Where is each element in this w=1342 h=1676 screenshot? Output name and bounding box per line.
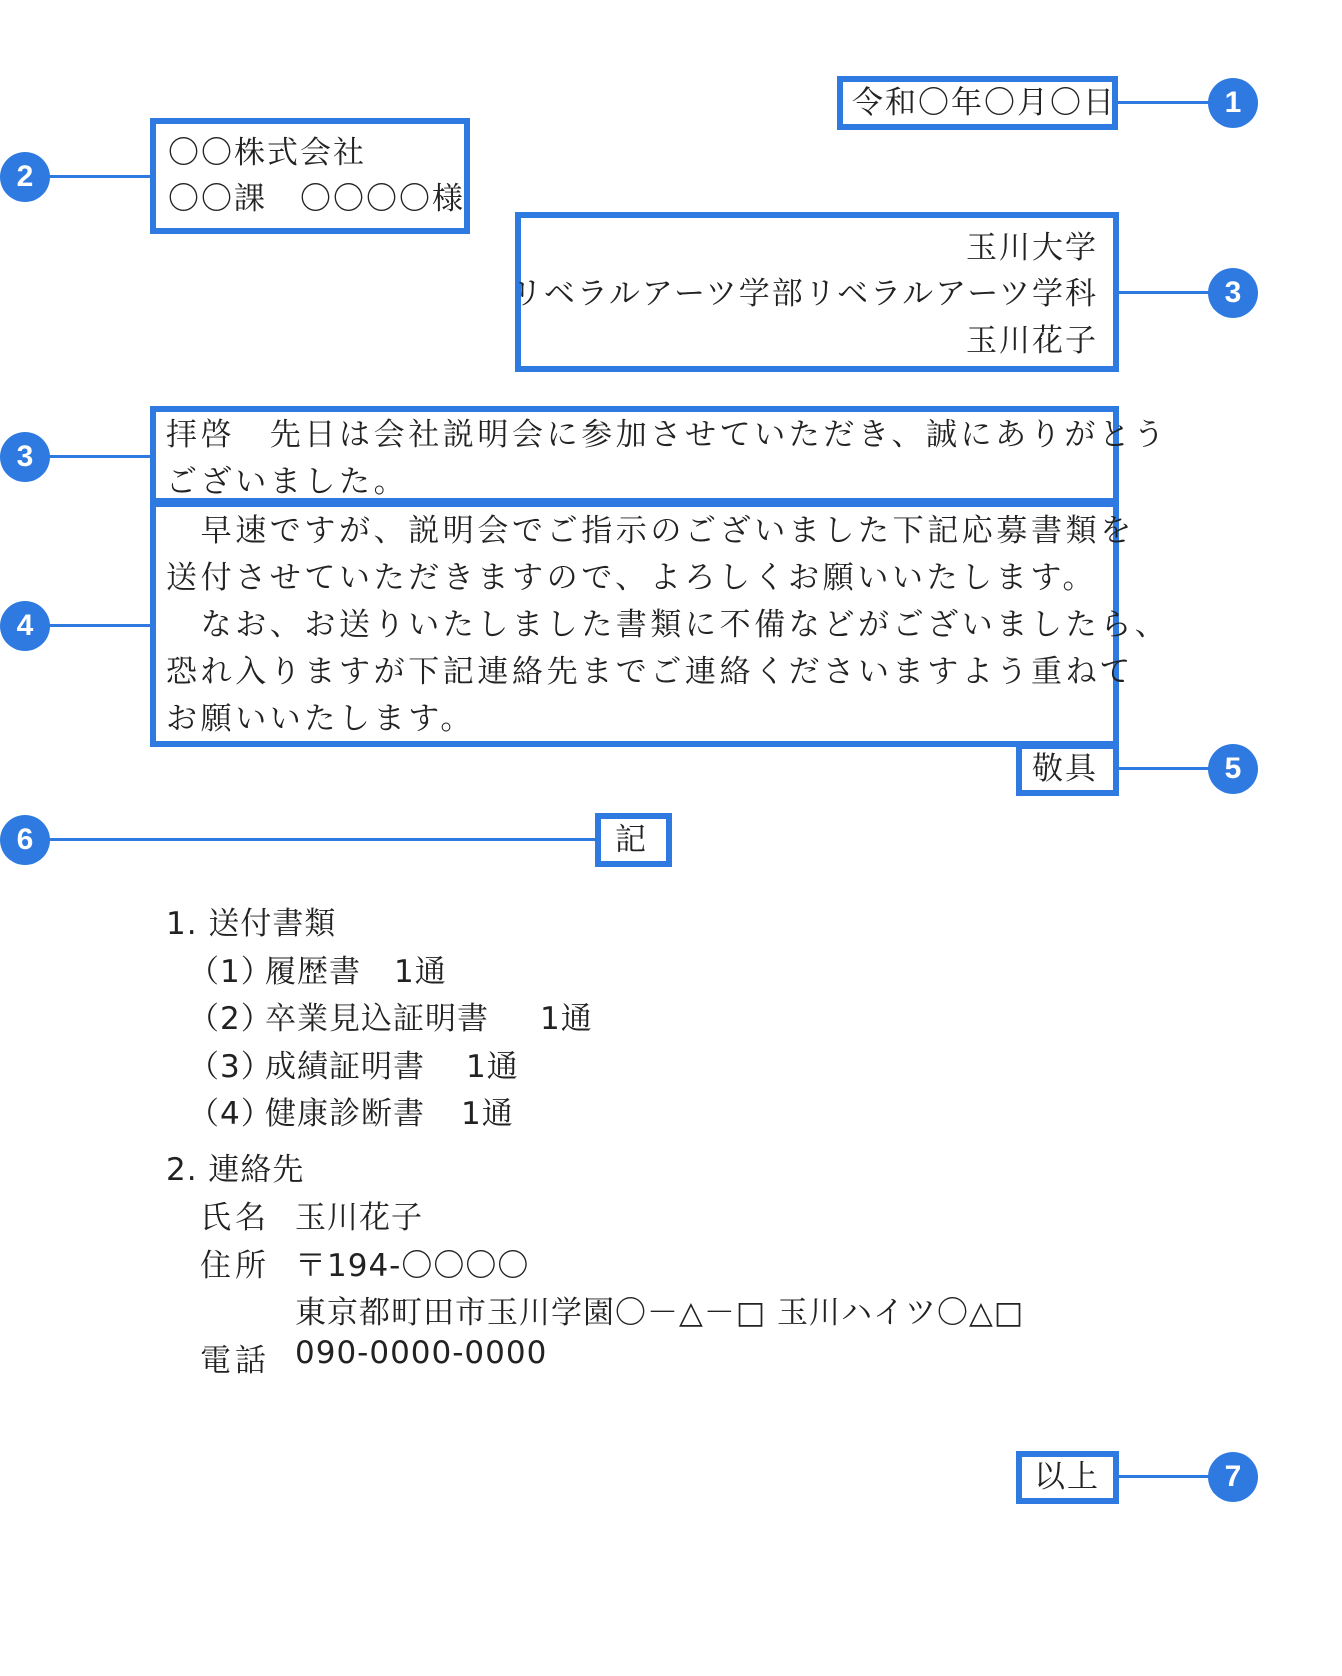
enclosure-item-3-name: 成績証明書 [265,1049,425,1085]
opening-line-1: 拝啓 先日は会社説明会に参加させていただき、誠にありがとう [166,417,1169,453]
body-line-2: 送付させていただきますので、よろしくお願いいたします。 [166,560,1098,596]
badge-6: 6 [0,815,50,865]
connector-line-1 [1118,101,1213,104]
contact-postal: 〒194-〇〇〇〇 [295,1248,530,1284]
connector-line-5 [1118,767,1213,770]
badge-3-sender: 3 [1208,268,1258,318]
contact-phone: 090-0000-0000 [295,1335,548,1371]
enclosure-item-1-num: （1） [188,954,273,990]
date-text: 令和〇年〇月〇日 [852,85,1116,121]
enclosure-item-1-name: 履歴書 [265,954,361,990]
connector-line-4 [40,624,152,627]
opening-line-2: ございました。 [166,464,409,500]
recipient-company: 〇〇株式会社 [168,135,366,171]
enclosure-item-4-name: 健康診断書 [265,1096,425,1132]
sender-name: 玉川花子 [966,323,1098,359]
connector-line-6 [40,838,597,841]
sender-department: リベラルアーツ学部リベラルアーツ学科 [511,276,1098,312]
sender-university: 玉川大学 [966,230,1098,266]
contact-address: 東京都町田市玉川学園〇－△－□ 玉川ハイツ〇△□ [295,1295,1025,1331]
closing-text: 敬具 [1032,751,1098,787]
enclosure-item-2-name: 卒業見込証明書 [265,1001,489,1037]
enclosure-item-1-qty: 1通 [394,954,447,990]
badge-3-opening: 3 [0,432,50,482]
enclosure-item-2-num: （2） [188,1001,273,1037]
badge-2: 2 [0,152,50,202]
enclosure-item-3-num: （3） [188,1049,273,1085]
body-line-1: 早速ですが、説明会でご指示のございました下記応募書類を [166,513,1135,549]
enclosure-item-3-qty: 1通 [466,1049,519,1085]
connector-line-3b [40,455,152,458]
connector-line-2 [40,175,152,178]
enclosure-item-4-num: （4） [188,1096,273,1132]
recipient-person: 〇〇課 〇〇〇〇様 [168,181,465,217]
contact-address-label: 住所 [200,1248,270,1284]
contact-name-value: 玉川花子 [295,1200,423,1236]
contact-name-label: 氏名 [200,1200,270,1236]
body-line-4: 恐れ入りますが下記連絡先までご連絡くださいますよう重ねて [166,654,1135,690]
badge-4: 4 [0,601,50,651]
connector-line-7 [1118,1475,1213,1478]
contact-heading: 2. 連絡先 [166,1152,305,1188]
enclosure-item-4-qty: 1通 [461,1096,514,1132]
ijo-text: 以上 [1034,1459,1100,1495]
contact-phone-label: 電話 [200,1343,270,1379]
badge-7: 7 [1208,1452,1258,1502]
enclosures-heading: 1. 送付書類 [166,906,337,942]
enclosure-item-2-qty: 1通 [540,1001,593,1037]
badge-1: 1 [1208,78,1258,128]
ki-text: 記 [615,822,648,858]
badge-5: 5 [1208,744,1258,794]
body-line-3: なお、お送りいたしました書類に不備などがございましたら、 [166,607,1170,643]
body-line-5: お願いいたします。 [166,701,475,737]
connector-line-3a [1118,291,1213,294]
